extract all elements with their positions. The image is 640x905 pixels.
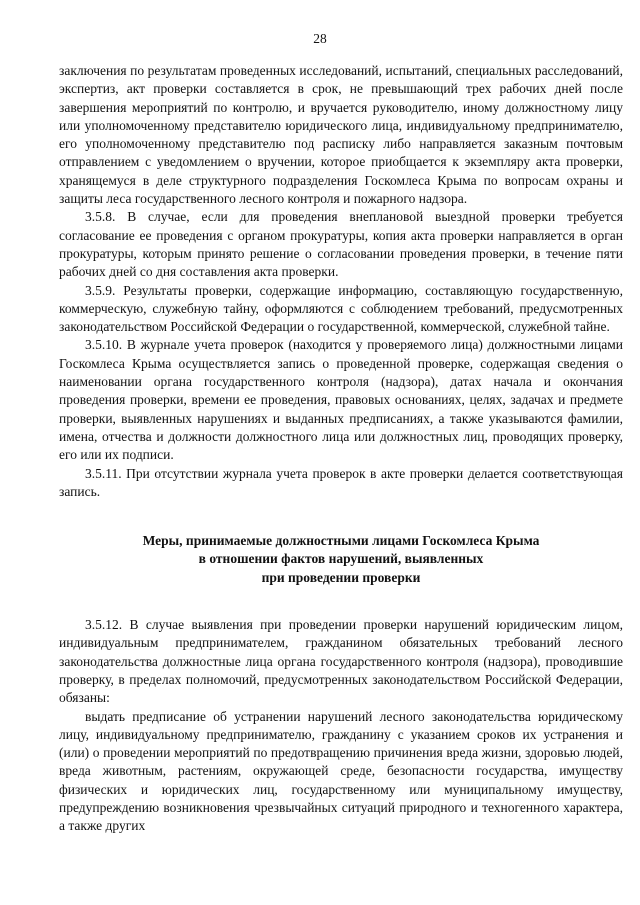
paragraph-3-5-11: 3.5.11. При отсутствии журнала учета проверок в акте проверки делается соответствующая запись.	[59, 465, 623, 499]
paragraph-obligation: выдать предписание об устранении нарушений лесного законодательства юридическому лицу, индивидуальному предпринимателю, гражданину с указанием сроков их устранения и (или) о проведении мероприятий по предотвращению причинения вреда жизни, здоровью людей, вреда животным, растениям, окружающей среде, безопасности государства, имуществу физических и юридических лиц, государственному или муниципальному имуществу, предупреждению возникновения чрезвычайных ситуаций природного и техногенного характера, а также других	[59, 708, 623, 834]
paragraph-3-5-12: 3.5.12. В случае выявления при проведении проверки нарушений юридическим лицом, индивидуальным предпринимателем, гражданином обязательных требований лесного законодательства должностные лица органа государственного контроля (надзора), проводившие проверку, в пределах полномочий, предусмотренных законодательством Российской Федерации, обязаны:	[59, 617, 623, 706]
section-heading	[59, 532, 623, 587]
page-number: 28	[313, 31, 327, 46]
paragraph-3-5-8: 3.5.8. В случае, если для проведения внеплановой выездной проверки требуется согласование ее проведения с органом прокуратуры, копия акта проверки направляется в орган прокуратуры, которым принято решение о согласовании проведения проверки, в течение пяти рабочих дней со дня составления акта проверки.	[59, 209, 623, 280]
paragraph-continuation: заключения по результатам проведенных исследований, испытаний, специальных расследований, экспертиз, акт проверки составляется в срок, не превышающий трех рабочих дней после завершения мероприятий по контролю, и вручается руководителю, иному должностному лицу или уполномоченному представителю юридического лица, индивидуальному предпринимателю, его уполномоченному представителю под расписку либо направляется заказным почтовым отправлением с уведомлением о вручении, которое приобщается к экземпляру акта проверки, хранящемуся в деле структурного подразделения Госкомлеса Крыма по вопросам охраны и защиты леса государственного лесного контроля и пожарного надзора.	[59, 63, 623, 207]
paragraph-3-5-10: 3.5.10. В журнале учета проверок (находится у проверяемого лица) должностными лицами Госкомлеса Крыма осуществляется запись о проведенной проверке, содержащая сведения о наименовании органа государственного контроля (надзора), датах начала и окончания проведения проверки, времени ее проведения, правовых основаниях, целях, задачах и предмете проверки, выявленных нарушениях и выданных предписаниях, а также указываются фамилии, имена, отчества и должности должностного лица или должностных лиц, проводящих проверку, его или их подписи.	[59, 337, 623, 463]
section-heading-line-2: в отношении фактов нарушений, выявленных	[198, 551, 484, 567]
paragraph-3-5-9: 3.5.9. Результаты проверки, содержащие информацию, составляющую государственную, коммерческую, служебную тайну, оформляются с соблюдением требований, предусмотренных законодательством Российской Федерации о государственной, коммерческой, служебной тайне.	[59, 282, 623, 335]
section-heading-line-1: Меры, принимаемые должностными лицами Госкомлеса Крыма	[142, 533, 540, 549]
section-heading-line-3: при проведении проверки	[261, 569, 421, 585]
document-body	[59, 62, 623, 836]
